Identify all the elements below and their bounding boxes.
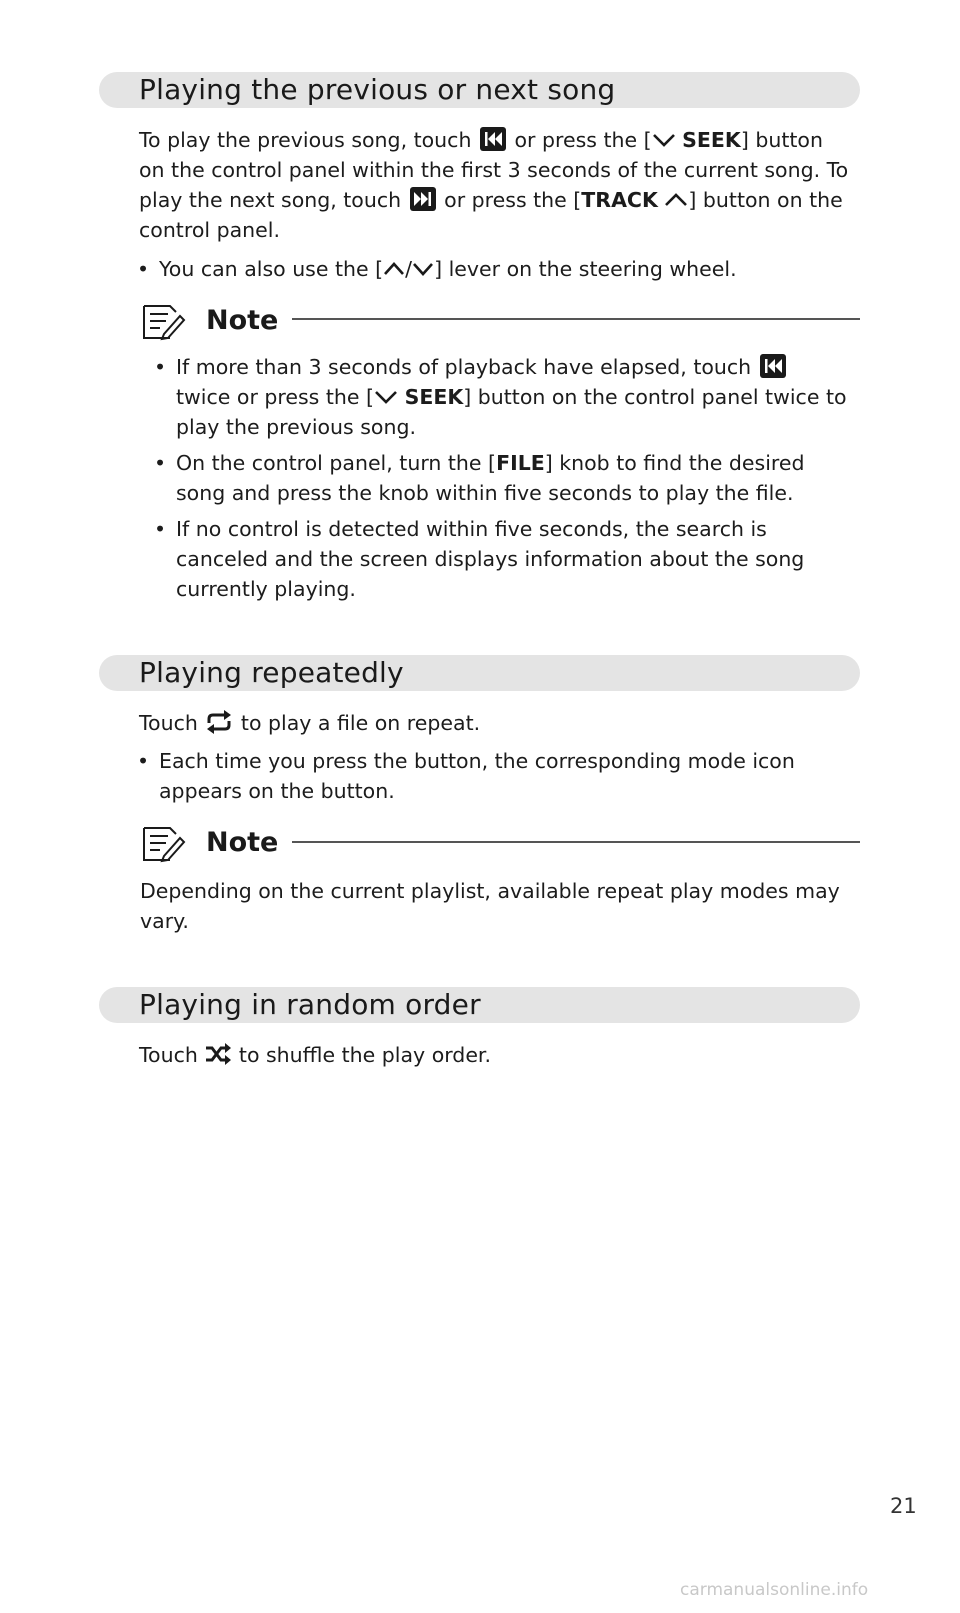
chevron-down-icon [412, 254, 434, 285]
note-label: Note [206, 305, 279, 336]
paragraph-line: appears on the button. [159, 779, 395, 803]
paragraph-line: vary. [140, 909, 189, 933]
next-track-icon [410, 187, 436, 211]
paragraph-line: Depending on the current playlist, available repeat play modes may [140, 879, 840, 903]
paragraph-line: play the next song, touch or press the [TRACK ] button on the [139, 185, 859, 216]
paragraph-line: play the previous song. [176, 415, 416, 439]
paragraph-line: Touch to shuffle the play order. [139, 1040, 859, 1071]
paragraph-line: song and press the knob within five seconds to play the file. [176, 481, 794, 505]
shuffle-icon [204, 1040, 232, 1071]
note-header [140, 302, 860, 342]
note-pencil-icon [140, 302, 186, 346]
previous-track-icon [480, 127, 506, 151]
paragraph-line: twice or press the [ SEEK] button on the control panel twice to [176, 382, 856, 413]
paragraph-line: canceled and the screen displays information about the song [176, 547, 805, 571]
section-title-previous-next: Playing the previous or next song [99, 72, 860, 108]
chevron-up-icon [664, 185, 688, 216]
previous-track-icon [760, 354, 786, 378]
footer-watermark: carmanualsonline.info [680, 1580, 869, 1600]
chevron-down-icon [652, 125, 676, 156]
note-pencil-icon [140, 824, 186, 868]
chevron-down-icon [374, 382, 398, 413]
note-header [140, 824, 860, 864]
note-label: Note [206, 827, 279, 858]
paragraph-line: currently playing. [176, 577, 356, 601]
divider [292, 841, 860, 843]
section-title-random: Playing in random order [99, 987, 860, 1023]
divider [292, 318, 860, 320]
paragraph-line: To play the previous song, touch or press the [ SEEK] button [139, 125, 859, 156]
paragraph-line: Touch to play a file on repeat. [139, 708, 859, 739]
repeat-icon [204, 708, 234, 739]
paragraph-line: control panel. [139, 218, 280, 242]
chevron-up-icon [383, 254, 405, 285]
section-title-repeat: Playing repeatedly [99, 655, 860, 691]
page-number: 21 [890, 1494, 917, 1518]
paragraph-line: on the control panel within the first 3 seconds of the current song. To [139, 158, 849, 182]
